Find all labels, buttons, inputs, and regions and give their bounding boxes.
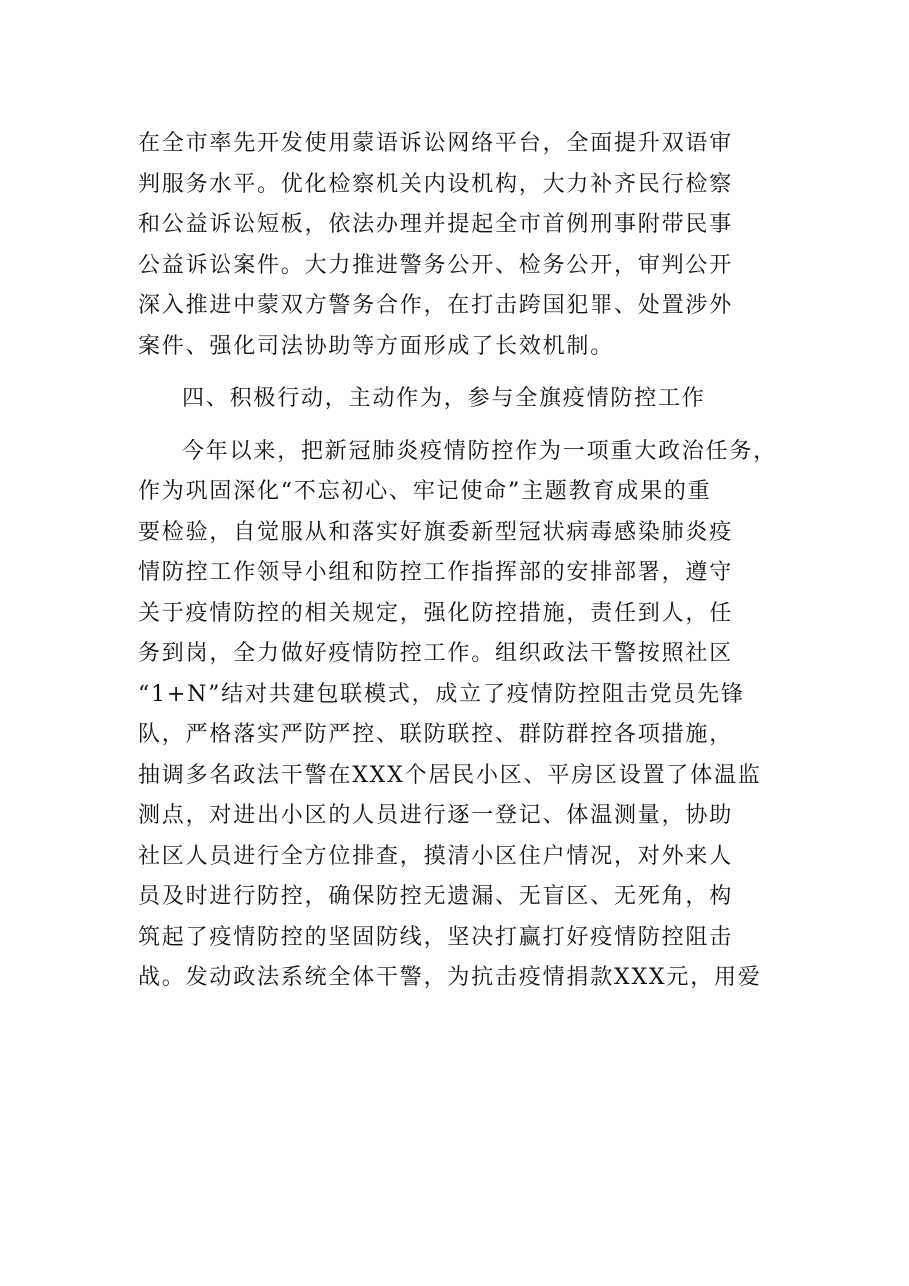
- paragraph-spacer: [138, 367, 788, 379]
- paragraph-line: 抽调多名政法干警在XXX个居民小区、平房区设置了体温监: [138, 762, 762, 788]
- paragraph-line: 筑起了疫情防控的坚固防线，坚决打赢打好疫情防控阻击: [138, 924, 734, 950]
- paragraph-line: 判服务水平。优化检察机关内设机构，大力补齐民行检察: [138, 171, 734, 197]
- paragraph-line: 公益诉讼案件。大力推进警务公开、检务公开，审判公开: [138, 252, 734, 278]
- paragraph-epidemic-control: [138, 432, 788, 999]
- paragraph-line: 战。发动政法系统全体干警，为抗击疫情捐款XXX元，用爱: [138, 965, 762, 990]
- section-heading: 四、积极行动，主动作为，参与全旗疫情防控工作: [182, 386, 706, 411]
- paragraph-line: 要检验，自觉服从和落实好旗委新型冠状病毒感染肺炎疫: [138, 519, 734, 545]
- paragraph-spacer: [138, 420, 788, 432]
- paragraph-line: 作为巩固深化“不忘初心、牢记使命”主题教育成果的重: [138, 479, 712, 504]
- paragraph-line: 今年以来，把新冠肺炎疫情防控作为一项重大政治任务，: [182, 438, 778, 464]
- paragraph-line: 队，严格落实严防严控、联防联控、群防群控各项措施，: [138, 722, 734, 747]
- paragraph-judicial-reform: [138, 124, 788, 367]
- paragraph-line: 深入推进中蒙双方警务合作，在打击跨国犯罪、处置涉外: [138, 293, 734, 318]
- paragraph-line: 关于疫情防控的相关规定，强化防控措施，责任到人，任: [138, 600, 734, 626]
- paragraph-line: 情防控工作领导小组和防控工作指挥部的安排部署，遵守: [138, 560, 734, 585]
- paragraph-line: 员及时进行防控，确保防控无遗漏、无盲区、无死角，构: [138, 884, 734, 909]
- paragraph-line: 务到岗，全力做好疫情防控工作。组织政法干警按照社区: [138, 641, 734, 666]
- document-body: [138, 124, 788, 999]
- paragraph-line: “1+N”结对共建包联模式，成立了疫情防控阻击党员先锋: [138, 681, 745, 707]
- paragraph-line: 在全市率先开发使用蒙语诉讼网络平台，全面提升双语审: [138, 131, 734, 156]
- paragraph-line: 和公益诉讼短板，依法办理并提起全市首例刑事附带民事: [138, 212, 734, 237]
- paragraph-line: 案件、强化司法协助等方面形成了长效机制。: [138, 333, 615, 359]
- paragraph-line: 测点，对进出小区的人员进行逐一登记、体温测量，协助: [138, 803, 734, 828]
- paragraph-line: 社区人员进行全方位排查，摸清小区住户情况，对外来人: [138, 843, 734, 869]
